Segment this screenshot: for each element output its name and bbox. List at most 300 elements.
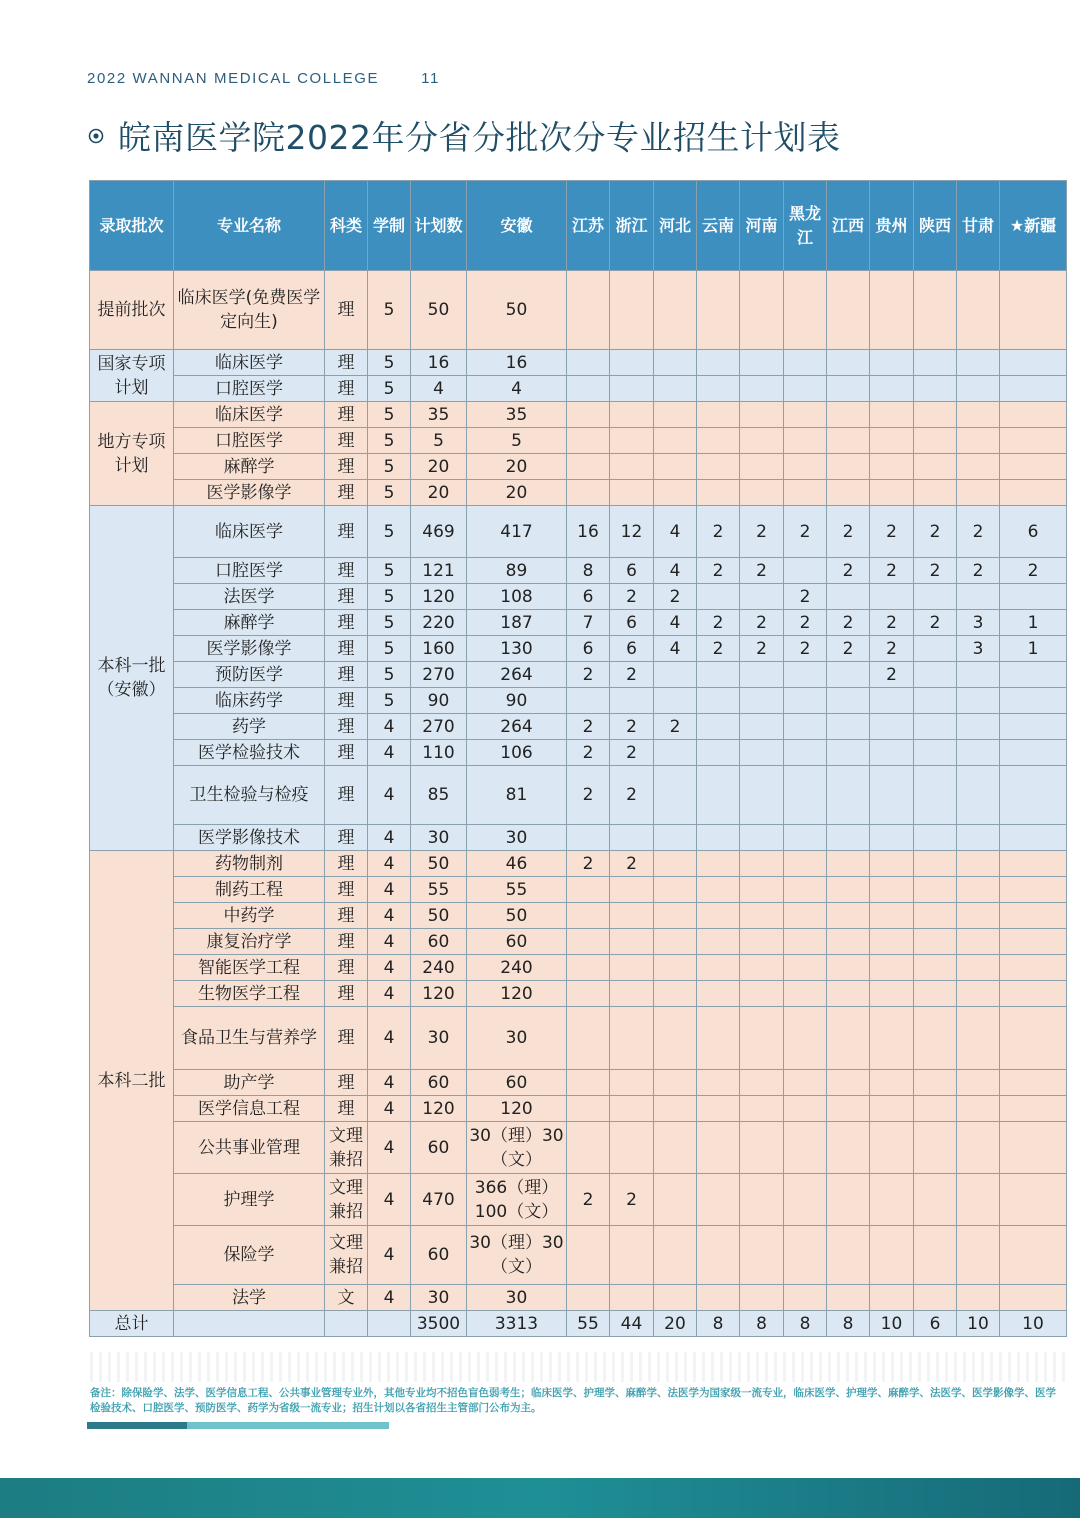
table-cell: [827, 1226, 870, 1285]
table-cell: [784, 929, 827, 955]
major-cell: 临床医学(免费医学定向生): [174, 271, 325, 350]
table-cell: [870, 877, 914, 903]
table-cell: [610, 480, 654, 506]
table-cell: [1000, 480, 1067, 506]
table-cell: 120: [411, 584, 467, 610]
total-cell: 8: [697, 1311, 740, 1337]
table-cell: 130: [467, 636, 567, 662]
table-cell: 240: [411, 955, 467, 981]
table-row: [90, 1122, 1067, 1174]
table-cell: 30: [411, 825, 467, 851]
table-cell: [784, 480, 827, 506]
table-cell: [610, 1285, 654, 1311]
table-cell: [610, 688, 654, 714]
major-cell: 法学: [174, 1285, 325, 1311]
table-cell: [827, 740, 870, 766]
total-cell: 10: [1000, 1311, 1067, 1337]
table-cell: [740, 1096, 784, 1122]
table-cell: [914, 714, 957, 740]
table-cell: 理: [325, 402, 368, 428]
table-cell: 理: [325, 877, 368, 903]
table-cell: [610, 402, 654, 428]
table-cell: 20: [411, 480, 467, 506]
table-cell: [827, 428, 870, 454]
column-header: 云南: [697, 181, 740, 271]
table-cell: [740, 929, 784, 955]
table-cell: 120: [467, 1096, 567, 1122]
table-cell: 2: [567, 851, 610, 877]
table-cell: [740, 271, 784, 350]
table-cell: 理: [325, 766, 368, 825]
table-cell: [654, 662, 697, 688]
table-cell: [740, 1122, 784, 1174]
table-cell: [654, 1096, 697, 1122]
table-cell: [567, 1122, 610, 1174]
table-cell: [697, 662, 740, 688]
table-cell: [784, 851, 827, 877]
table-cell: [654, 903, 697, 929]
table-cell: 2: [697, 610, 740, 636]
table-cell: [567, 903, 610, 929]
table-cell: [827, 955, 870, 981]
total-cell: 8: [740, 1311, 784, 1337]
table-cell: [784, 688, 827, 714]
table-cell: [1000, 877, 1067, 903]
table-cell: [1000, 584, 1067, 610]
table-cell: [1000, 1285, 1067, 1311]
table-cell: [697, 903, 740, 929]
table-cell: [740, 350, 784, 376]
table-cell: 2: [697, 558, 740, 584]
table-cell: [610, 981, 654, 1007]
footer-band: [0, 1478, 1080, 1518]
table-cell: [957, 271, 1000, 350]
table-cell: [914, 271, 957, 350]
table-cell: [1000, 1070, 1067, 1096]
table-cell: 5: [368, 402, 411, 428]
table-cell: 50: [411, 903, 467, 929]
table-cell: [827, 454, 870, 480]
table-cell: [610, 825, 654, 851]
table-cell: 2: [740, 506, 784, 558]
total-row: [90, 1311, 1067, 1337]
table-cell: 2: [610, 584, 654, 610]
major-cell: 生物医学工程: [174, 981, 325, 1007]
total-cell: 44: [610, 1311, 654, 1337]
table-cell: 2: [870, 506, 914, 558]
page-number: 11: [421, 70, 440, 87]
table-cell: [870, 350, 914, 376]
table-cell: [1000, 766, 1067, 825]
table-cell: 60: [467, 1070, 567, 1096]
table-cell: 120: [411, 1096, 467, 1122]
table-cell: 5: [411, 428, 467, 454]
total-cell: [174, 1311, 325, 1337]
table-cell: 理: [325, 851, 368, 877]
table-cell: 6: [567, 584, 610, 610]
table-cell: 理: [325, 981, 368, 1007]
table-cell: [567, 955, 610, 981]
major-cell: 口腔医学: [174, 428, 325, 454]
table-cell: 4: [368, 714, 411, 740]
table-cell: 4: [368, 740, 411, 766]
table-cell: 5: [368, 558, 411, 584]
table-cell: [567, 1007, 610, 1070]
table-cell: 4: [467, 376, 567, 402]
table-row: [90, 877, 1067, 903]
table-cell: 理: [325, 903, 368, 929]
table-cell: [740, 1226, 784, 1285]
table-cell: [914, 662, 957, 688]
table-cell: [1000, 271, 1067, 350]
total-cell: 8: [827, 1311, 870, 1337]
table-cell: 2: [610, 662, 654, 688]
table-cell: [914, 1174, 957, 1226]
total-cell: 8: [784, 1311, 827, 1337]
table-cell: 2: [697, 506, 740, 558]
table-cell: 4: [368, 981, 411, 1007]
table-cell: 35: [467, 402, 567, 428]
table-cell: [870, 454, 914, 480]
table-cell: [914, 981, 957, 1007]
table-cell: 2: [610, 714, 654, 740]
major-cell: 临床医学: [174, 506, 325, 558]
table-cell: [654, 740, 697, 766]
batch-cell: 提前批次: [90, 271, 174, 350]
total-cell: 3500: [411, 1311, 467, 1337]
total-cell: [325, 1311, 368, 1337]
major-cell: 口腔医学: [174, 558, 325, 584]
table-cell: [914, 480, 957, 506]
page-header: [87, 70, 440, 87]
table-cell: 4: [368, 955, 411, 981]
table-cell: 理: [325, 558, 368, 584]
major-cell: 助产学: [174, 1070, 325, 1096]
table-cell: [914, 955, 957, 981]
table-cell: 60: [467, 929, 567, 955]
major-cell: 医学影像学: [174, 636, 325, 662]
table-cell: 60: [411, 1122, 467, 1174]
table-cell: 理: [325, 1007, 368, 1070]
table-cell: 50: [411, 271, 467, 350]
table-cell: 4: [368, 1122, 411, 1174]
table-cell: 4: [368, 903, 411, 929]
table-cell: 264: [467, 662, 567, 688]
table-cell: [957, 454, 1000, 480]
table-cell: [957, 688, 1000, 714]
table-cell: [697, 584, 740, 610]
major-cell: 麻醉学: [174, 454, 325, 480]
table-cell: [827, 851, 870, 877]
table-cell: 270: [411, 714, 467, 740]
table-cell: [784, 1096, 827, 1122]
total-cell: 3313: [467, 1311, 567, 1337]
table-cell: [870, 981, 914, 1007]
table-cell: [957, 1070, 1000, 1096]
table-cell: [784, 271, 827, 350]
table-cell: [827, 1122, 870, 1174]
table-cell: [784, 1007, 827, 1070]
table-cell: 理: [325, 271, 368, 350]
table-header-row: [90, 181, 1067, 271]
table-row: [90, 1070, 1067, 1096]
major-cell: 康复治疗学: [174, 929, 325, 955]
table-cell: [697, 1096, 740, 1122]
table-cell: [957, 584, 1000, 610]
table-cell: 20: [467, 480, 567, 506]
table-cell: [740, 1070, 784, 1096]
table-cell: [610, 428, 654, 454]
table-cell: [1000, 929, 1067, 955]
table-cell: [1000, 981, 1067, 1007]
table-cell: [654, 402, 697, 428]
batch-cell: 本科二批: [90, 851, 174, 1311]
table-cell: [827, 662, 870, 688]
table-cell: [610, 1096, 654, 1122]
column-header: 江西: [827, 181, 870, 271]
table-cell: [610, 1070, 654, 1096]
table-cell: [697, 271, 740, 350]
table-cell: 160: [411, 636, 467, 662]
table-cell: [697, 402, 740, 428]
total-cell: 10: [870, 1311, 914, 1337]
major-cell: 保险学: [174, 1226, 325, 1285]
table-cell: 6: [1000, 506, 1067, 558]
table-cell: 文理兼招: [325, 1174, 368, 1226]
table-cell: 30: [467, 825, 567, 851]
table-cell: [914, 740, 957, 766]
table-cell: 理: [325, 662, 368, 688]
column-header: 科类: [325, 181, 368, 271]
table-cell: 2: [610, 740, 654, 766]
table-cell: [827, 714, 870, 740]
table-cell: 理: [325, 1070, 368, 1096]
table-cell: 30: [411, 1285, 467, 1311]
table-cell: [654, 350, 697, 376]
table-cell: [654, 454, 697, 480]
table-cell: 2: [654, 714, 697, 740]
table-cell: [1000, 955, 1067, 981]
table-cell: 理: [325, 480, 368, 506]
table-row: [90, 981, 1067, 1007]
table-cell: 60: [411, 929, 467, 955]
table-cell: 12: [610, 506, 654, 558]
table-cell: [610, 903, 654, 929]
table-cell: [1000, 1174, 1067, 1226]
table-cell: 5: [368, 428, 411, 454]
table-cell: [914, 1226, 957, 1285]
table-cell: 60: [411, 1070, 467, 1096]
table-cell: [957, 1007, 1000, 1070]
table-cell: [1000, 1226, 1067, 1285]
table-cell: [567, 1070, 610, 1096]
table-cell: 110: [411, 740, 467, 766]
column-header: 浙江: [610, 181, 654, 271]
table-cell: [654, 688, 697, 714]
table-cell: 8: [567, 558, 610, 584]
table-cell: [697, 428, 740, 454]
table-cell: [697, 955, 740, 981]
table-cell: [1000, 740, 1067, 766]
column-header: 录取批次: [90, 181, 174, 271]
table-cell: [870, 480, 914, 506]
footnote: 备注：除保险学、法学、医学信息工程、公共事业管理专业外，其他专业均不招色盲色弱考生；临床医学、护理学、麻醉学、法医学为国家级一流专业，临床医学、护理学、麻醉学、法医学、医学影像学、医学检验技术、口腔医学、预防医学、药学为省级一流专业；招生计划以各省招生主管部门公布为主。: [90, 1387, 1056, 1414]
table-cell: 50: [411, 851, 467, 877]
table-cell: [914, 851, 957, 877]
table-cell: [567, 1226, 610, 1285]
table-cell: 5: [368, 506, 411, 558]
table-cell: 121: [411, 558, 467, 584]
table-cell: 2: [870, 662, 914, 688]
table-cell: [1000, 376, 1067, 402]
table-cell: [654, 766, 697, 825]
table-cell: 20: [467, 454, 567, 480]
table-cell: 2: [827, 610, 870, 636]
table-cell: [697, 688, 740, 714]
table-cell: 4: [368, 1096, 411, 1122]
table-cell: 4: [654, 610, 697, 636]
batch-cell: 地方专项计划: [90, 402, 174, 506]
table-cell: 1: [1000, 636, 1067, 662]
table-cell: [784, 662, 827, 688]
table-cell: [740, 584, 784, 610]
table-cell: [1000, 454, 1067, 480]
column-header: 专业名称: [174, 181, 325, 271]
table-cell: [1000, 402, 1067, 428]
table-cell: [827, 271, 870, 350]
table-cell: [697, 714, 740, 740]
table-cell: 理: [325, 929, 368, 955]
table-cell: [784, 402, 827, 428]
table-cell: [567, 1285, 610, 1311]
column-header: 安徽: [467, 181, 567, 271]
table-row: [90, 376, 1067, 402]
table-cell: [784, 955, 827, 981]
table-cell: [870, 402, 914, 428]
major-cell: 中药学: [174, 903, 325, 929]
major-cell: 临床医学: [174, 350, 325, 376]
major-cell: 智能医学工程: [174, 955, 325, 981]
table-cell: [870, 584, 914, 610]
table-cell: [914, 877, 957, 903]
table-cell: 4: [368, 851, 411, 877]
table-cell: 4: [368, 1174, 411, 1226]
table-cell: 5: [368, 610, 411, 636]
page-title-block: [88, 112, 840, 159]
table-cell: [784, 903, 827, 929]
table-cell: 2: [567, 714, 610, 740]
table-cell: [1000, 662, 1067, 688]
major-cell: 临床医学: [174, 402, 325, 428]
table-cell: [697, 981, 740, 1007]
major-cell: 医学信息工程: [174, 1096, 325, 1122]
total-cell: 10: [957, 1311, 1000, 1337]
enrollment-plan-table: [89, 180, 1067, 1337]
table-cell: [957, 376, 1000, 402]
table-row: [90, 506, 1067, 558]
table-cell: [870, 1007, 914, 1070]
table-cell: [870, 376, 914, 402]
table-cell: [654, 1007, 697, 1070]
table-cell: 6: [610, 610, 654, 636]
table-cell: [567, 376, 610, 402]
column-header: 计划数: [411, 181, 467, 271]
table-cell: 20: [411, 454, 467, 480]
table-cell: [827, 1070, 870, 1096]
major-cell: 医学影像学: [174, 480, 325, 506]
table-cell: 理: [325, 506, 368, 558]
table-cell: [827, 903, 870, 929]
table-cell: 2: [567, 766, 610, 825]
table-row: [90, 480, 1067, 506]
table-cell: [914, 1122, 957, 1174]
table-cell: [740, 480, 784, 506]
table-cell: 2: [740, 558, 784, 584]
table-cell: [740, 402, 784, 428]
table-cell: [740, 662, 784, 688]
table-cell: [567, 1096, 610, 1122]
table-cell: [870, 851, 914, 877]
table-cell: 4: [368, 1007, 411, 1070]
table-cell: 220: [411, 610, 467, 636]
table-row: [90, 402, 1067, 428]
table-cell: [697, 929, 740, 955]
table-cell: [870, 1122, 914, 1174]
table-cell: 4: [368, 1226, 411, 1285]
table-cell: [654, 1122, 697, 1174]
major-cell: 公共事业管理: [174, 1122, 325, 1174]
table-row: [90, 1226, 1067, 1285]
table-cell: [784, 1070, 827, 1096]
table-cell: 16: [467, 350, 567, 376]
table-cell: [654, 981, 697, 1007]
table-cell: 2: [957, 558, 1000, 584]
table-cell: 35: [411, 402, 467, 428]
table-cell: [784, 740, 827, 766]
table-cell: [697, 877, 740, 903]
table-cell: [740, 1007, 784, 1070]
table-cell: 5: [368, 480, 411, 506]
table-cell: [697, 740, 740, 766]
table-cell: 2: [784, 610, 827, 636]
accent-bar-dark: [87, 1422, 187, 1429]
table-row: [90, 766, 1067, 825]
table-cell: [784, 714, 827, 740]
table-row: [90, 636, 1067, 662]
table-cell: [1000, 825, 1067, 851]
table-cell: [957, 1122, 1000, 1174]
table-cell: [740, 688, 784, 714]
table-cell: 4: [654, 636, 697, 662]
table-cell: 6: [610, 558, 654, 584]
table-cell: [870, 271, 914, 350]
table-cell: [654, 428, 697, 454]
table-cell: 2: [827, 558, 870, 584]
table-cell: [870, 825, 914, 851]
table-cell: [870, 740, 914, 766]
table-cell: 30: [467, 1007, 567, 1070]
table-cell: [957, 740, 1000, 766]
table-cell: [870, 714, 914, 740]
table-cell: [697, 350, 740, 376]
table-cell: 120: [411, 981, 467, 1007]
table-cell: [740, 955, 784, 981]
table-cell: [697, 851, 740, 877]
table-row: [90, 558, 1067, 584]
table-cell: 2: [914, 610, 957, 636]
page-title: 皖南医学院2022年分省分批次分专业招生计划表: [118, 118, 841, 157]
table-cell: [784, 1226, 827, 1285]
